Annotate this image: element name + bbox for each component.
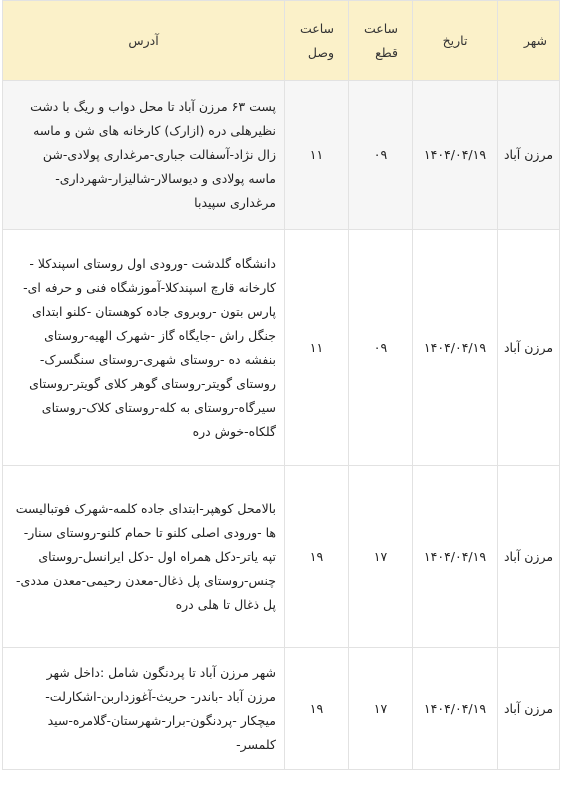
table-row — [3, 466, 560, 648]
outage-table-container — [2, 0, 560, 770]
cell-date: ۱۴۰۴/۰۴/۱۹ — [413, 466, 498, 648]
header-address: آدرس — [3, 1, 285, 81]
cell-address: دانشگاه گلدشت -ورودی اول روستای اسپندکلا - کارخانه قارچ اسپندکلا-آموزشگاه فنی و حرفه ای-پارس بتون -روبروی جاده کوهستان -کلنو ابتدای جنگل راش -جایگاه گاز -شهرک الهیه-روستای بنفشه ده -روستای شهری-روستای سنگسرک-روستای گویتر-روستای گوهر کلای گویتر-روستای سیرگاه-روستای به کله-روستای کلاک-روستای گلکاه-خوش دره — [3, 230, 285, 466]
cell-cut-time: ۱۷ — [349, 648, 413, 770]
cell-address: بالامحل کوهپر-ابتدای جاده کلمه-شهرک فوتبالیست ها -ورودی اصلی کلنو تا حمام کلنو-روستای سنار-تپه یاتر-دکل همراه اول -دکل ایرانسل-روستای چنس-روستای پل ذغال-معدن رحیمی-معدن مددی-پل ذغال تا هلی دره — [3, 466, 285, 648]
cell-date: ۱۴۰۴/۰۴/۱۹ — [413, 648, 498, 770]
cell-address: شهر مرزن آباد تا پردنگون شامل :داخل شهر مرزن آباد -باندر- حریث-آغوزداربن-اشکارلت-میچکار -پردنگون-برار-شهرستان-گلامره-سید کلمسر- — [3, 648, 285, 770]
cell-date: ۱۴۰۴/۰۴/۱۹ — [413, 81, 498, 230]
cell-city: مرزن آباد — [498, 466, 560, 648]
cell-city: مرزن آباد — [498, 648, 560, 770]
header-city: شهر — [498, 1, 560, 81]
cell-cut-time: ۱۷ — [349, 466, 413, 648]
outage-table — [2, 0, 560, 770]
table-row — [3, 648, 560, 770]
cell-connect-time: ۱۱ — [285, 230, 349, 466]
cell-cut-time: ۰۹ — [349, 81, 413, 230]
cell-connect-time: ۱۹ — [285, 466, 349, 648]
table-header-row — [3, 1, 560, 81]
table-row — [3, 81, 560, 230]
cell-connect-time: ۱۹ — [285, 648, 349, 770]
header-cut-time: ساعت قطع — [349, 1, 413, 81]
cell-date: ۱۴۰۴/۰۴/۱۹ — [413, 230, 498, 466]
cell-address: پست ۶۳ مرزن آباد تا محل دواب و ریگ با دشت نظیرهلی دره (ازارک) کارخانه های شن و ماسه زال نژاد-آسفالت جباری-مرغداری پولادی-شن ماسه پولادی و دیوسالار-شالیزار-شهرداری-مرغداری سپیدبا — [3, 81, 285, 230]
cell-cut-time: ۰۹ — [349, 230, 413, 466]
header-date: تاریخ — [413, 1, 498, 81]
header-connect-time: ساعت وصل — [285, 1, 349, 81]
cell-city: مرزن آباد — [498, 81, 560, 230]
table-row — [3, 230, 560, 466]
cell-city: مرزن آباد — [498, 230, 560, 466]
cell-connect-time: ۱۱ — [285, 81, 349, 230]
